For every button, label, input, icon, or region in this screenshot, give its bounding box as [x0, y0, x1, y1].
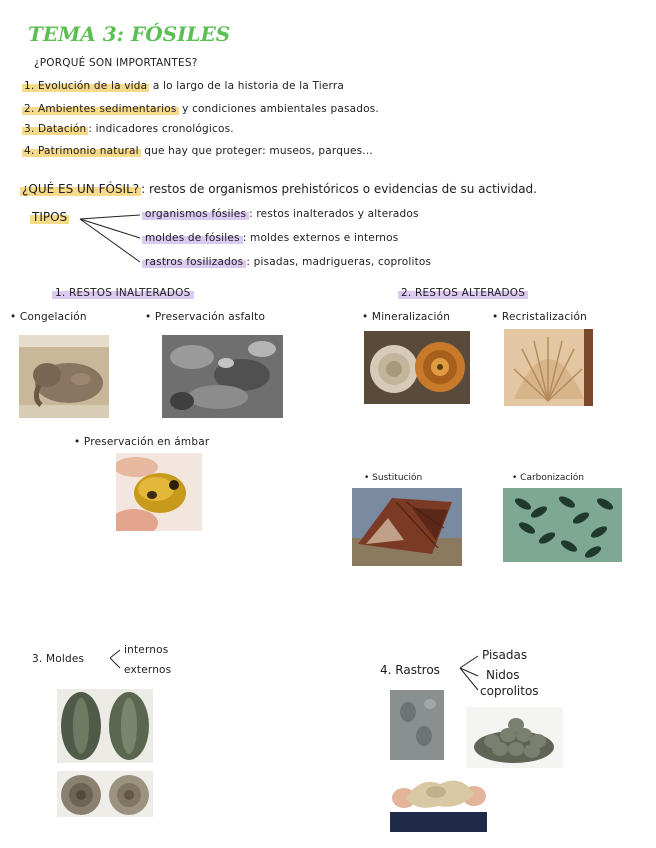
photo-ambar: [116, 453, 202, 531]
section2-item-mineralizacion: • Mineralización: [362, 311, 451, 323]
photo-carbonizacion: [503, 488, 622, 562]
section4-item-nidos: Nidos: [486, 668, 520, 682]
section1-heading-text: 1. RESTOS INALTERADOS: [52, 287, 194, 299]
definition-question: ¿QUÉ ES UN FÓSIL?: [22, 182, 140, 196]
why-item-4-highlight: 4. Patrimonio natural: [24, 145, 139, 157]
photo-mineralizacion: [364, 331, 470, 404]
why-item-2-highlight: 2. Ambientes sedimentarios: [24, 103, 177, 115]
why-item-1: [22, 80, 344, 92]
why-item-3: [22, 123, 234, 135]
dinosaur-eggs-nest-image: [466, 707, 563, 768]
section1-item-congelacion: • Congelación: [10, 311, 87, 323]
why-heading: ¿PORQUÉ SON IMPORTANTES?: [34, 57, 198, 69]
why-item-1-text: a lo largo de la historia de la Tierra: [149, 80, 345, 92]
fossil-shell-image: [504, 329, 593, 406]
asphalt-preservation-image: [162, 335, 283, 418]
photo-asfalto: [162, 335, 283, 418]
section4-item-pisadas: Pisadas: [482, 648, 528, 662]
photo-nidos: [466, 707, 563, 768]
amber-insect-image: [116, 453, 202, 531]
section2-item-carbonizacion: • Carbonización: [512, 473, 584, 483]
why-item-4-text: que hay que proteger: museos, parques...: [140, 145, 373, 157]
section3-item-externos: externos: [124, 664, 172, 676]
page-title: TEMA 3: FÓSILES: [28, 22, 231, 46]
type-item-2-desc: : moldes externos e internos: [242, 232, 399, 244]
why-item-2: [22, 103, 379, 115]
why-item-4: [22, 145, 373, 157]
definition: [20, 182, 537, 196]
section1-item-asfalto: • Preservación asfalto: [145, 311, 266, 323]
section3-item-internos: internos: [124, 644, 169, 656]
section2-item-recristalizacion: • Recristalización: [492, 311, 587, 323]
section1-item-ambar: • Preservación en ámbar: [74, 436, 210, 448]
carbonized-fern-image: [503, 488, 622, 562]
photo-sustitucion: [352, 488, 462, 566]
photo-moldes-trilobite: [57, 689, 153, 763]
type-item-2: [142, 232, 398, 244]
section4-item-coprolitos: coprolitos: [480, 684, 539, 698]
coprolite-image: [390, 768, 487, 832]
type-item-3: [142, 256, 431, 268]
ammonite-molds-image: [57, 771, 153, 817]
type-item-3-name: rastros fosilizados: [142, 256, 246, 268]
photo-congelacion: [19, 335, 109, 418]
types-label-text: TIPOS: [32, 210, 68, 224]
type-item-3-desc: : pisadas, madrigueras, coprolitos: [246, 256, 432, 268]
trilobite-molds-image: [57, 689, 153, 763]
definition-answer: : restos de organismos prehistóricos o evidencias de su actividad.: [141, 182, 537, 196]
why-item-2-text: y condiciones ambientales pasados.: [178, 103, 379, 115]
section1-heading: [52, 287, 194, 299]
section2-item-sustitucion: • Sustitución: [364, 473, 423, 483]
photo-recristalizacion: [504, 329, 593, 406]
why-item-3-text: : indicadores cronológicos.: [88, 123, 234, 135]
frozen-mammoth-image: [19, 335, 109, 418]
section3-heading: 3. Moldes: [32, 653, 85, 665]
photo-coprolitos: [390, 768, 487, 832]
why-item-1-highlight: 1. Evolución de la vida: [24, 80, 148, 92]
type-item-1-name: organismos fósiles: [142, 208, 249, 220]
ammonite-image: [364, 331, 470, 404]
type-item-2-name: moldes de fósiles: [142, 232, 243, 244]
section2-heading: [398, 287, 528, 299]
photo-pisadas: [390, 690, 444, 760]
petrified-wood-image: [352, 488, 462, 566]
why-item-3-highlight: 3. Datación: [24, 123, 87, 135]
type-item-1-desc: : restos inalterados y alterados: [249, 208, 419, 220]
section2-heading-text: 2. RESTOS ALTERADOS: [398, 287, 528, 299]
type-item-1: [142, 208, 419, 220]
section4-heading: 4. Rastros: [380, 663, 440, 677]
photo-moldes-ammonite: [57, 771, 153, 817]
types-label: [30, 210, 69, 224]
fossil-footprints-image: [390, 690, 444, 760]
